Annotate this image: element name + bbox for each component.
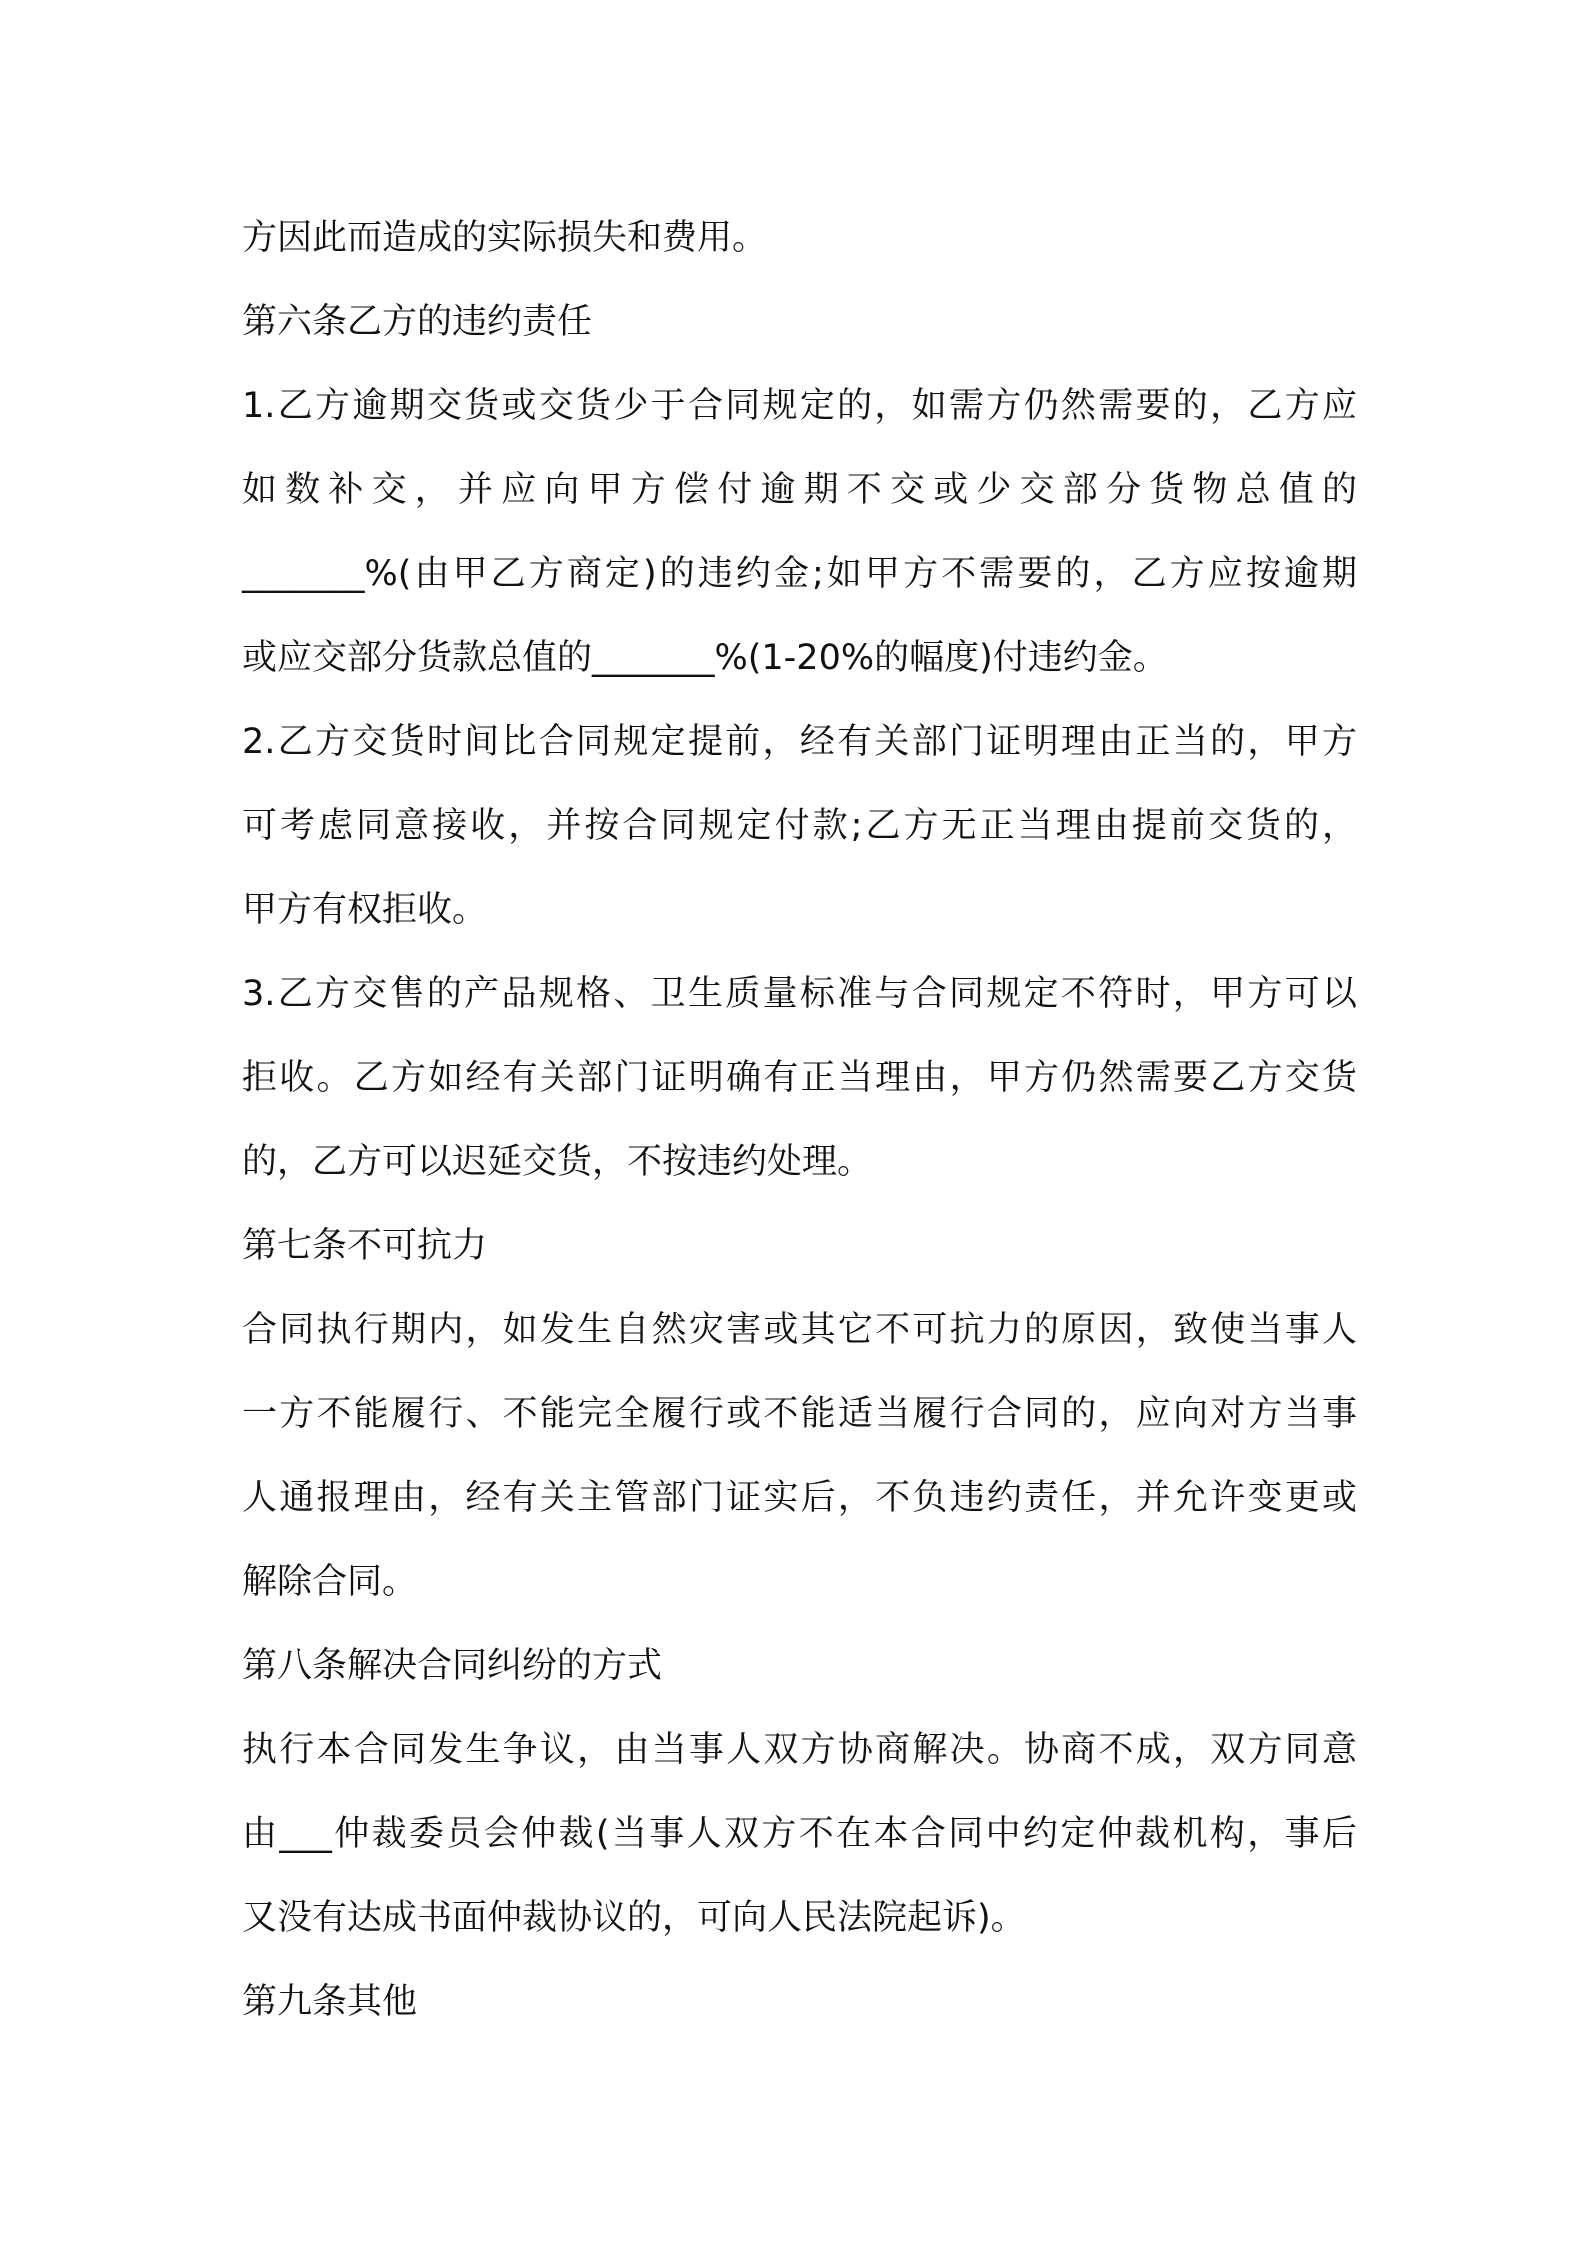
- paragraph-line: 方因此而造成的实际损失和费用。: [242, 218, 768, 258]
- paragraph-line: 拒收。乙方如经有关部门证明确有正当理由，甲方仍然需要乙方交货: [242, 1058, 1357, 1098]
- paragraph-line: 的，乙方可以迟延交货，不按违约处理。: [242, 1142, 873, 1182]
- paragraph-line: 1.乙方逾期交货或交货少于合同规定的，如需方仍然需要的，乙方应: [242, 386, 1357, 426]
- article-heading: 第七条不可抗力: [242, 1226, 488, 1266]
- document-body: [242, 196, 1357, 2044]
- paragraph-line: 合同执行期内，如发生自然灾害或其它不可抗力的原因，致使当事人: [242, 1310, 1357, 1350]
- paragraph-line: 又没有达成书面仲裁协议的，可向人民法院起诉)。: [242, 1898, 1026, 1938]
- paragraph-line: 由___仲裁委员会仲裁(当事人双方不在本合同中约定仲裁机构，事后: [242, 1814, 1357, 1854]
- paragraph-line: 人通报理由，经有关主管部门证实后，不负违约责任，并允许变更或: [242, 1478, 1357, 1518]
- paragraph-line: 可考虑同意接收，并按合同规定付款;乙方无正当理由提前交货的，: [242, 806, 1357, 846]
- paragraph-line: 3.乙方交售的产品规格、卫生质量标准与合同规定不符时，甲方可以: [242, 974, 1357, 1014]
- paragraph-line: 甲方有权拒收。: [242, 890, 488, 930]
- paragraph-line: 或应交部分货款总值的_______%(1-20%的幅度)付违约金。: [242, 638, 1168, 678]
- paragraph-line: 执行本合同发生争议，由当事人双方协商解决。协商不成，双方同意: [242, 1730, 1357, 1770]
- article-heading: 第六条乙方的违约责任: [242, 302, 593, 342]
- paragraph-line: _______%(由甲乙方商定)的违约金;如甲方不需要的，乙方应按逾期: [242, 554, 1357, 594]
- paragraph-line: 一方不能履行、不能完全履行或不能适当履行合同的，应向对方当事: [242, 1394, 1357, 1434]
- paragraph-line: 解除合同。: [242, 1562, 418, 1602]
- paragraph-line: 2.乙方交货时间比合同规定提前，经有关部门证明理由正当的，甲方: [242, 722, 1357, 762]
- article-heading: 第八条解决合同纠纷的方式: [242, 1646, 663, 1686]
- paragraph-line: 如数补交，并应向甲方偿付逾期不交或少交部分货物总值的: [242, 470, 1357, 510]
- article-heading: 第九条其他: [242, 1982, 418, 2022]
